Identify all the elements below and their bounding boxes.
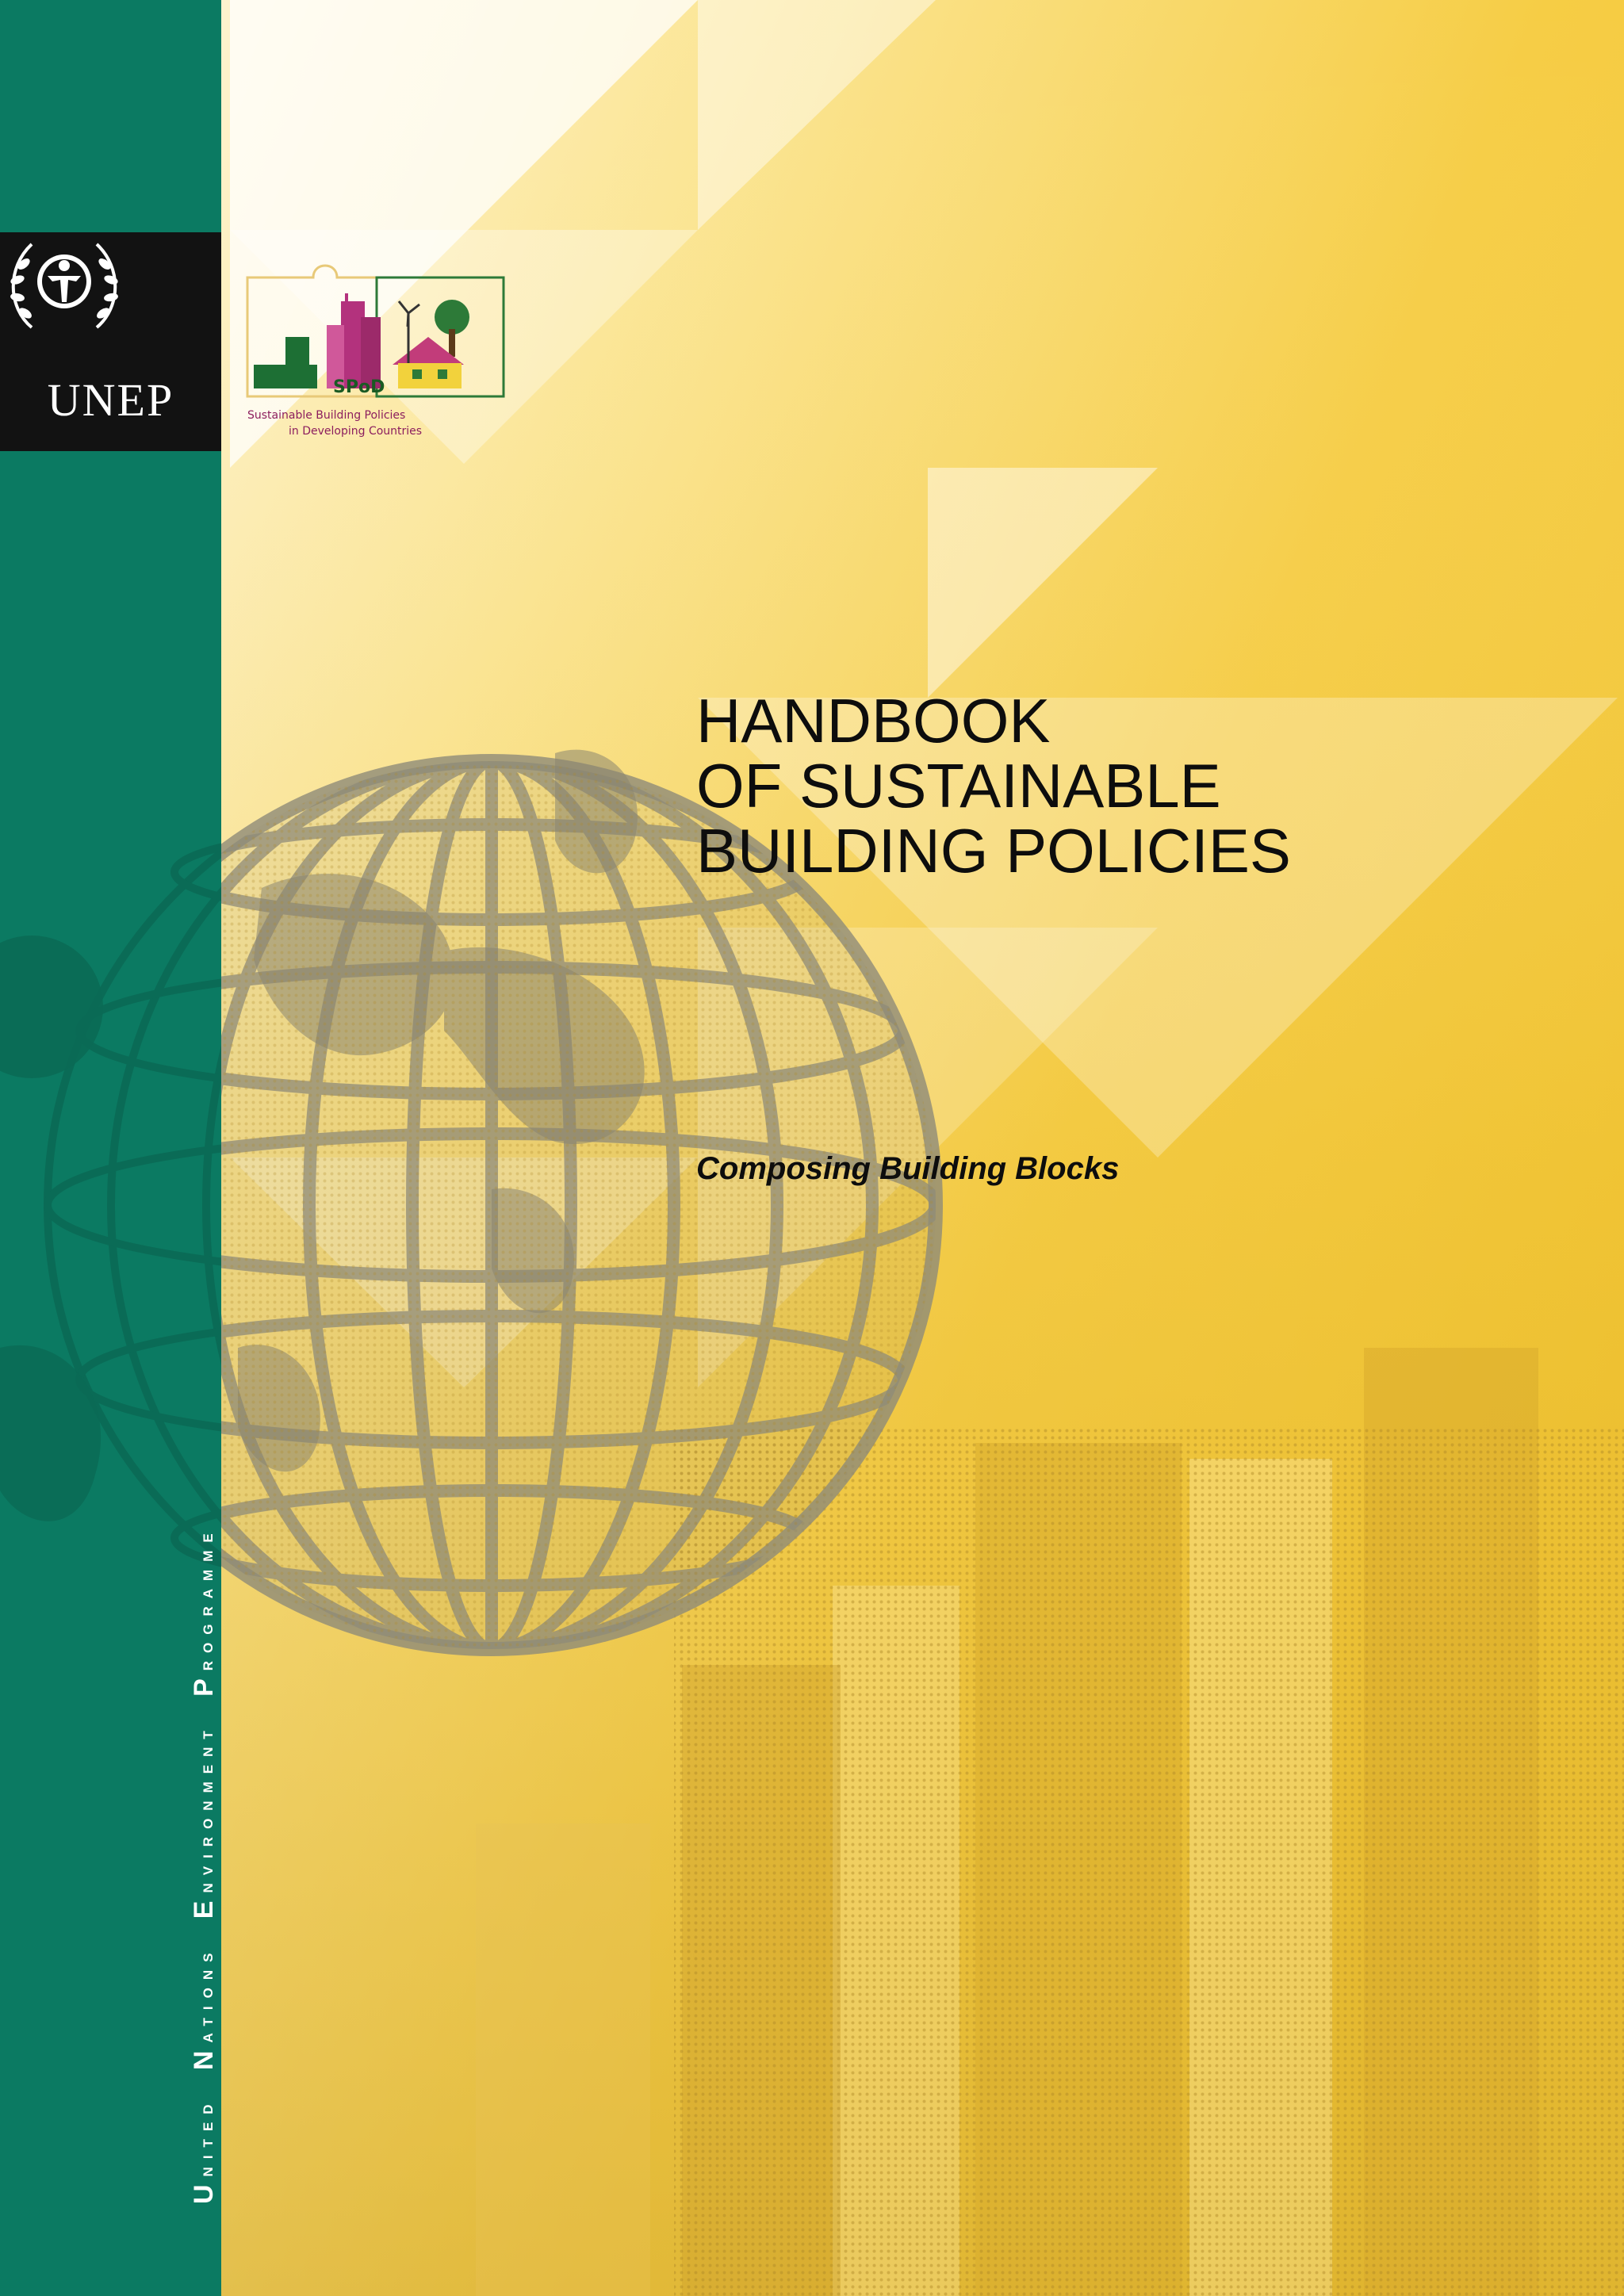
puzzle-city-house-icon (238, 238, 555, 412)
spod-tagline-line2: in Developing Countries (289, 425, 423, 438)
spod-brand-name: SPoD (333, 377, 385, 397)
un-laurel-emblem-icon (0, 232, 128, 335)
document-title (696, 686, 1291, 886)
left-green-band (0, 0, 221, 2296)
spod-partner-logo (238, 238, 555, 452)
unep-logo-block (0, 232, 221, 451)
spod-tagline-line1: Sustainable Building Policies (247, 409, 406, 422)
organization-full-name: United Nations Environment Programme (189, 1525, 219, 2204)
title-line-3: BUILDING POLICIES (696, 816, 1291, 886)
title-line-2: OF SUSTAINABLE (696, 751, 1221, 821)
document-subtitle: Composing Building Blocks (696, 1151, 1120, 1186)
unep-acronym: UNEP (47, 374, 174, 426)
title-line-1: HANDBOOK (696, 686, 1051, 756)
